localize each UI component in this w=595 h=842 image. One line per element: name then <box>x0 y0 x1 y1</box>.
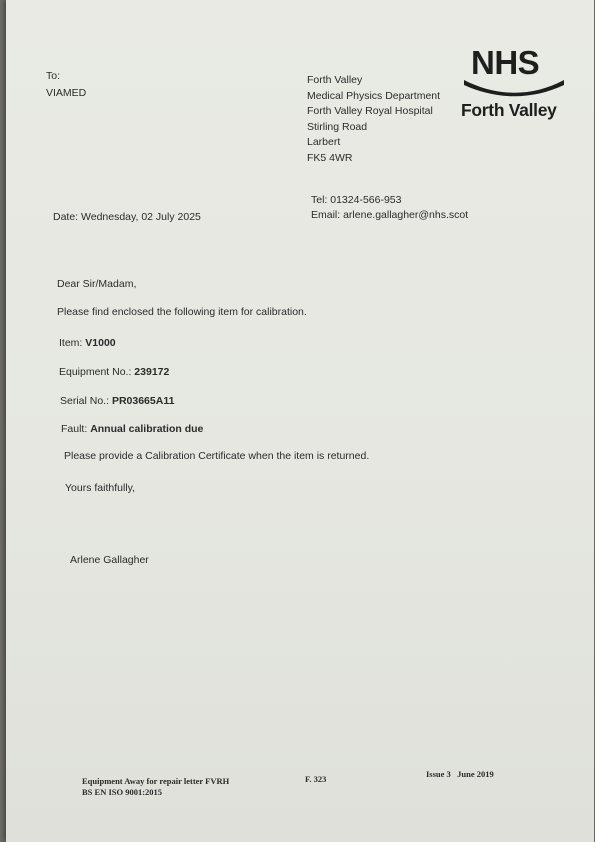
item-label: Item: <box>59 337 83 349</box>
signatory-name: Arlene Gallagher <box>70 554 149 566</box>
item-row <box>59 338 116 349</box>
letter-page <box>6 0 594 842</box>
swoosh-icon <box>462 76 566 98</box>
serial-label: Serial No.: <box>60 395 110 407</box>
email: Email: arlene.gallagher@nhs.scot <box>311 209 469 221</box>
footer-standard: BS EN ISO 9001:2015 <box>82 787 163 797</box>
request-text: Please provide a Calibration Certificate when the item is returned. <box>64 450 370 462</box>
address-line: Larbert <box>307 136 341 149</box>
equipment-row <box>59 367 169 378</box>
nhs-logo-text: NHS <box>471 44 540 81</box>
intro-text: Please find enclosed the following item for calibration. <box>57 306 307 318</box>
letter-date: Date: Wednesday, 02 July 2025 <box>53 211 201 223</box>
fault-value: Annual calibration due <box>90 423 204 435</box>
footer-issue: Issue 3 June 2019 <box>426 769 494 779</box>
nhs-logo-region: Forth Valley <box>461 100 557 120</box>
sender-address <box>307 73 440 167</box>
footer-doc-title: Equipment Away for repair letter FVRH <box>82 776 230 786</box>
item-value: V1000 <box>85 337 116 349</box>
equipment-label: Equipment No.: <box>59 366 132 378</box>
address-line: Stirling Road <box>307 120 368 133</box>
address-line: Medical Physics Department <box>307 89 441 102</box>
fault-label: Fault: <box>61 423 88 435</box>
salutation: Dear Sir/Madam, <box>57 278 137 290</box>
footer-form-number: F. 323 <box>305 774 327 784</box>
to-label: To: <box>46 70 61 82</box>
nhs-logo <box>458 44 578 124</box>
serial-value: PR03665A11 <box>111 395 175 407</box>
serial-row <box>60 396 174 407</box>
equipment-value: 239172 <box>134 366 170 378</box>
address-line: Forth Valley Royal Hospital <box>307 105 433 118</box>
telephone: Tel: 01324-566-953 <box>311 194 402 206</box>
address-line: FK5 4WR <box>307 151 353 164</box>
address-line: Forth Valley <box>307 74 363 86</box>
closing: Yours faithfully, <box>65 482 136 494</box>
fault-row <box>61 424 203 435</box>
recipient-name: VIAMED <box>46 87 87 99</box>
